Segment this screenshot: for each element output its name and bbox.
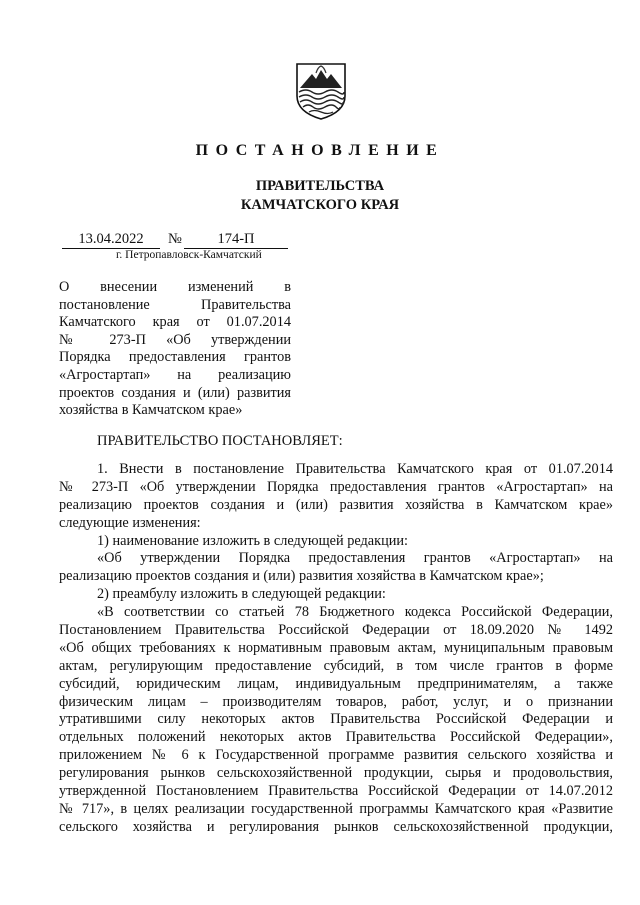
- number-sign: №: [168, 231, 182, 247]
- body-line: № 273-П «Об утверждении Порядка предоставления грантов «Агростартап» на: [59, 478, 613, 495]
- body-line: «Об общих требованиях к нормативным правовым актам, муниципальным правовым: [59, 639, 613, 656]
- document-date: 13.04.2022: [62, 230, 160, 249]
- body-line: регулирования рынков сельскохозяйственной продукции, сырья и продовольствия,: [59, 765, 613, 782]
- subject-line: Камчатского края от 01.07.2014: [59, 314, 291, 331]
- body-line: субсидий, юридическим лицам, индивидуальным предпринимателям, а также: [59, 675, 613, 692]
- issuer-line-1: ПРАВИТЕЛЬСТВА: [255, 178, 385, 194]
- subject-line: хозяйства в Камчатском крае»: [59, 402, 243, 419]
- body-line: 1. Внести в постановление Правительства Камчатского края от 01.07.2014: [97, 461, 613, 477]
- subject-line: № 273-П «Об утверждении: [59, 331, 291, 348]
- subject-line: проектов создания и (или) развития: [59, 384, 291, 401]
- body-line: «В соответствии со статьей 78 Бюджетного кодекса Российской Федерации,: [97, 604, 613, 621]
- body-line: отдельных положений некоторых актов Правительства Российской Федерации»,: [59, 729, 613, 746]
- body-line: реализацию проектов создания и (или) развития хозяйства в Камчатском крае»: [59, 496, 613, 513]
- body-line: Постановлением Правительства Российской Федерации от 18.09.2020 № 1492: [59, 622, 613, 639]
- document-type-title: ПОСТАНОВЛЕНИЕ: [195, 142, 445, 159]
- issuer-line-2: КАМЧАТСКОГО КРАЯ: [240, 197, 400, 213]
- body-line: 2) преамбулу изложить в следующей редакции:: [97, 586, 386, 603]
- body-line: физическим лицам – производителям товаров, работ, услуг, и о признании: [59, 693, 613, 710]
- body-line: 1) наименование изложить в следующей редакции:: [97, 532, 408, 549]
- document-city: г. Петропавловск-Камчатский: [116, 249, 262, 261]
- body-line: утратившими силу некоторых актов Правительства Российской Федерации и: [59, 711, 613, 728]
- document-number: 174-П: [184, 230, 288, 249]
- subject-line: постановление Правительства: [59, 296, 291, 313]
- document-body: [59, 461, 613, 837]
- subject-line: О внесении изменений в: [59, 279, 291, 295]
- body-line: «Об утверждении Порядка предоставления грантов «Агростартап» на: [97, 550, 613, 567]
- body-line: № 717», в целях реализации государственной программы Камчатского края «Развитие: [59, 800, 613, 817]
- decrees-heading: ПРАВИТЕЛЬСТВО ПОСТАНОВЛЯЕТ:: [97, 433, 343, 449]
- subject-line: «Агростартап» на реализацию: [59, 366, 291, 383]
- body-line: сельского хозяйства и регулирования рынков сельскохозяйственной продукции,: [59, 818, 613, 835]
- document-subject: [59, 279, 291, 420]
- body-line: приложением № 6 к Государственной программе развития сельского хозяйства и: [59, 747, 613, 764]
- body-line: актам, регулирующим предоставление субсидий, в том числе грантов в форме: [59, 657, 613, 674]
- body-line: реализацию проектов создания и (или) развития хозяйства в Камчатском крае»;: [59, 568, 544, 585]
- kamchatka-coat-of-arms-icon: [294, 62, 348, 120]
- body-line: следующие изменения:: [59, 514, 201, 531]
- body-line: утвержденной Постановлением Правительства Российской Федерации от 14.07.2012: [59, 783, 613, 800]
- subject-line: Порядка предоставления грантов: [59, 349, 291, 366]
